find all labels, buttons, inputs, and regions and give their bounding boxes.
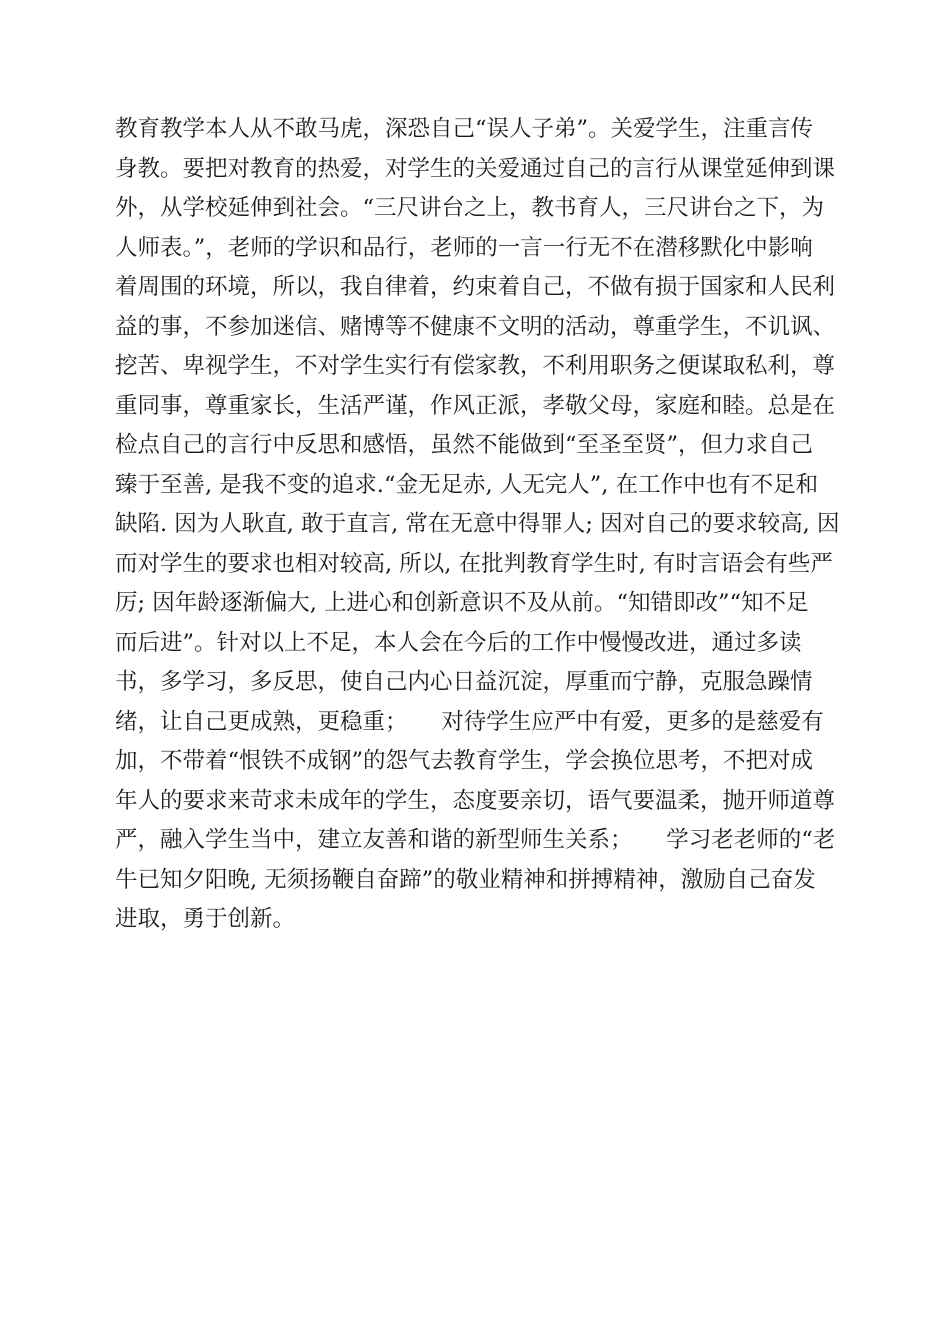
text-line: 挖苦、卑视学生，不对学生实行有偿家教，不利用职务之便谋取私利，尊 — [115, 353, 836, 379]
text-line: 人师表。”，老师的学识和品行，老师的一言一行无不在潜移默化中影响 — [115, 234, 813, 261]
text-line: 进取，勇于创新。 — [115, 906, 296, 932]
text-line: 检点自己的言行中反思和感悟，虽然不能做到“至圣至贤”，但力求自己 — [115, 432, 814, 458]
text-line: 外，从学校延伸到社会。“三尺讲台之上，教书育人，三尺讲台之下，为 — [115, 195, 825, 221]
text-line: 益的事，不参加迷信、赌博等不健康不文明的活动，尊重学生，不讥讽、 — [115, 313, 836, 340]
text-line: 绪，让自己更成熟，更稳重； 对待学生应严中有爱，更多的是慈爱有 — [115, 708, 824, 735]
text-line: 严，融入学生当中，建立友善和谐的新型师生关系； 学习老老师的“老 — [115, 827, 836, 853]
body-text — [115, 110, 840, 940]
text-line: 牛已知夕阳晚, 无须扬鞭自奋蹄”的敬业精神和拼搏精神，激励自己奋发 — [115, 866, 816, 893]
text-line: 书，多学习，多反思，使自己内心日益沉淀，厚重而宁静，克服急躁情 — [115, 669, 813, 695]
text-line: 年人的要求来苛求未成年的学生，态度要亲切，语气要温柔，抛开师道尊 — [115, 787, 836, 814]
text-line: 臻于至善, 是我不变的追求.“金无足赤, 人无完人”, 在工作中也有不足和 — [115, 471, 819, 498]
text-line: 重同事，尊重家长，生活严谨，作风正派，孝敬父母，家庭和睦。总是在 — [115, 392, 836, 419]
text-line: 而对学生的要求也相对较高, 所以, 在批判教育学生时, 有时言语会有些严 — [115, 550, 833, 577]
text-line: 教育教学本人从不敢马虎，深恐自己“误人子弟”。关爱学生，注重言传 — [115, 116, 814, 142]
text-line: 身教。要把对教育的热爱，对学生的关爱通过自己的言行从课堂延伸到课 — [115, 155, 836, 182]
text-line: 厉; 因年龄逐渐偏大, 上进心和创新意识不及从前。“知错即改”“知不足 — [115, 590, 809, 616]
text-line: 缺陷. 因为人耿直, 敢于直言, 常在无意中得罪人; 因对自己的要求较高, 因 — [115, 511, 840, 537]
text-line: 而后进”。针对以上不足，本人会在今后的工作中慢慢改进，通过多读 — [115, 629, 802, 656]
text-line: 加，不带着“恨铁不成钢”的怨气去教育学生，学会换位思考，不把对成 — [115, 748, 814, 774]
text-line: 着周围的环境，所以，我自律着，约束着自己，不做有损于国家和人民利 — [115, 274, 836, 300]
